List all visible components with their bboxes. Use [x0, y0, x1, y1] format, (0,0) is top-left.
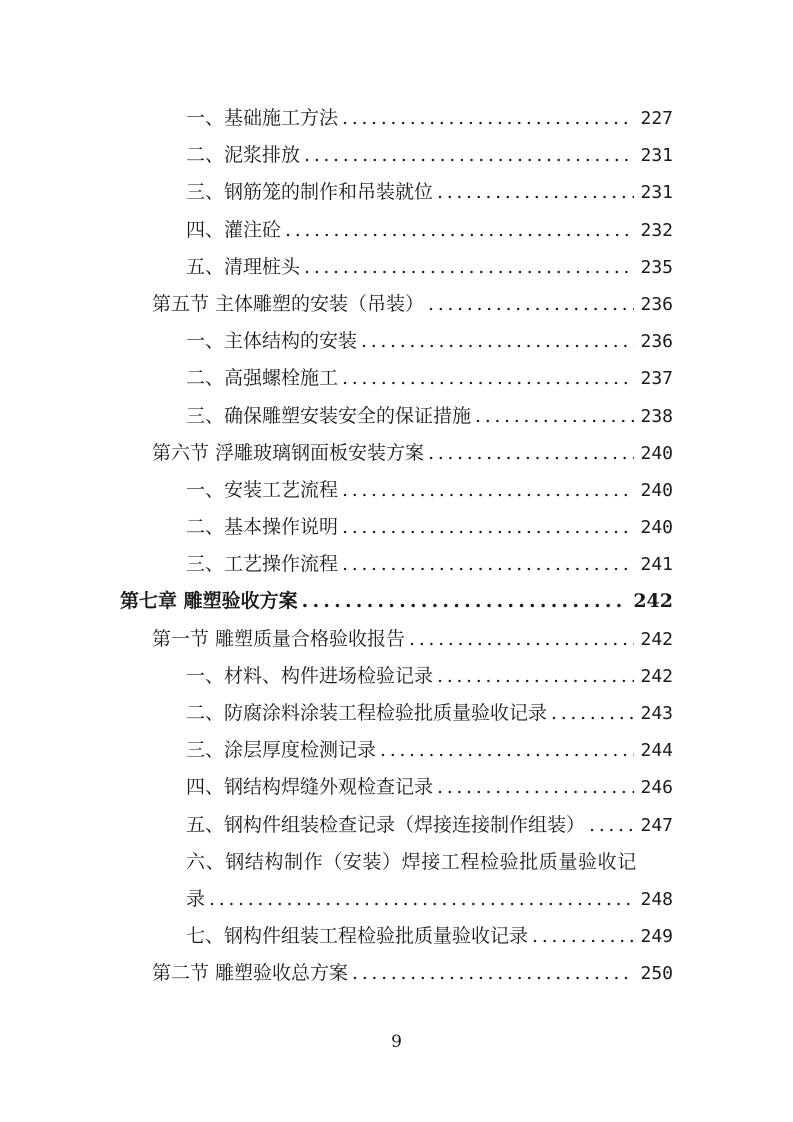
toc-entry[interactable]: [0, 769, 793, 806]
toc-entry-title: 二、基本操作说明: [186, 516, 339, 539]
toc-entry-page: 242: [633, 590, 673, 613]
toc-entry-page: 236: [640, 293, 673, 315]
dot-leader: [361, 323, 634, 360]
toc-entry-title: 一、基础施工方法: [186, 107, 339, 129]
toc-entry[interactable]: [0, 695, 793, 732]
toc-entry-page: 250: [640, 963, 673, 985]
toc-entry-title: 五、清理桩头: [186, 255, 301, 278]
dot-leader: [475, 398, 634, 435]
toc-entry-page: 237: [640, 368, 673, 390]
toc-entry-page: 240: [640, 517, 673, 539]
toc-entry[interactable]: [0, 732, 793, 769]
toc-entry-title: 一、主体结构的安装: [186, 330, 358, 353]
toc-entry-page: 240: [640, 479, 673, 501]
table-of-contents: [0, 100, 793, 993]
toc-entry-page: 248: [640, 888, 673, 910]
toc-entry-title: 三、工艺操作流程: [186, 553, 339, 576]
toc-entry[interactable]: [0, 509, 793, 546]
dot-leader: [342, 100, 634, 137]
dot-leader: [437, 658, 634, 695]
toc-section-entry[interactable]: [0, 621, 793, 658]
dot-leader: [342, 472, 634, 509]
toc-entry-title: 第七章 雕塑验收方案: [120, 590, 298, 613]
toc-entry-title: 三、涂层厚度检测记录: [186, 739, 377, 762]
toc-entry-page: 231: [640, 145, 673, 167]
toc-entry-page: 232: [640, 219, 673, 241]
dot-leader: [209, 881, 634, 918]
toc-entry-title: 三、确保雕塑安装安全的保证措施: [186, 404, 472, 427]
toc-chapter-entry[interactable]: [0, 583, 793, 620]
toc-entry[interactable]: [0, 360, 793, 397]
toc-entry-title: 六、钢结构制作（安装）焊接工程检验批质量验收记: [186, 850, 637, 873]
toc-entry[interactable]: [0, 398, 793, 435]
toc-entry-title: 二、防腐涂料涂装工程检验批质量验收记录: [186, 702, 548, 724]
dot-leader: [304, 137, 634, 174]
toc-entry[interactable]: [0, 174, 793, 211]
toc-entry-page: 236: [640, 331, 673, 353]
dot-leader: [589, 807, 634, 844]
dot-leader: [352, 955, 634, 992]
toc-section-entry[interactable]: [0, 955, 793, 992]
toc-entry[interactable]: [0, 212, 793, 249]
toc-entry-title: 五、钢构件组装检查记录（焊接连接制作组装）: [186, 813, 586, 836]
toc-entry-page: 238: [640, 405, 673, 427]
dot-leader: [437, 174, 634, 211]
toc-entry-page: 227: [640, 108, 673, 129]
toc-entry[interactable]: [0, 100, 793, 137]
toc-entry-title: 四、灌注砼: [186, 218, 282, 241]
toc-entry-page: 242: [640, 665, 673, 687]
toc-entry[interactable]: [0, 844, 793, 881]
toc-entry-page: 240: [640, 442, 673, 464]
dot-leader: [342, 546, 634, 583]
dot-leader: [409, 621, 634, 658]
toc-entry-page: 231: [640, 182, 673, 204]
toc-entry-page: 246: [640, 777, 673, 799]
dot-leader: [342, 509, 634, 546]
toc-entry[interactable]: [0, 137, 793, 174]
toc-entry-page: 244: [640, 740, 673, 762]
toc-entry-title: 第五节 主体雕塑的安装（吊装）: [152, 292, 425, 315]
toc-section-entry[interactable]: [0, 286, 793, 323]
toc-entry-title: 三、钢筋笼的制作和吊装就位: [186, 181, 434, 204]
toc-entry-title: 二、泥浆排放: [186, 144, 301, 167]
toc-entry[interactable]: [0, 546, 793, 583]
toc-entry-title: 第二节 雕塑验收总方案: [152, 962, 349, 985]
toc-entry-page: 241: [640, 554, 673, 576]
toc-entry[interactable]: [0, 249, 793, 286]
toc-section-entry[interactable]: [0, 435, 793, 472]
dot-leader: [302, 583, 628, 620]
toc-entry-title: 一、安装工艺流程: [186, 478, 339, 501]
toc-entry[interactable]: [0, 323, 793, 360]
toc-entry-title: 七、钢构件组装工程检验批质量验收记录: [186, 925, 529, 948]
toc-entry[interactable]: [0, 658, 793, 695]
toc-entry-title: 四、钢结构焊缝外观检查记录: [186, 776, 434, 799]
toc-entry-page: 243: [640, 703, 673, 724]
toc-entry-title: 二、高强螺栓施工: [186, 367, 339, 390]
toc-entry-title: 一、材料、构件进场检验记录: [186, 664, 434, 687]
toc-entry-page: 242: [640, 628, 673, 650]
toc-entry-page: 249: [640, 926, 673, 948]
toc-entry-title: 第一节 雕塑质量合格验收报告: [152, 627, 406, 650]
page-number: 9: [391, 1032, 402, 1052]
dot-leader: [551, 695, 634, 732]
toc-entry[interactable]: [0, 918, 793, 955]
dot-leader: [380, 732, 634, 769]
dot-leader: [532, 918, 634, 955]
dot-leader: [428, 286, 634, 323]
toc-entry-page: 235: [640, 256, 673, 278]
toc-entry-continuation[interactable]: [0, 881, 793, 918]
toc-entry[interactable]: [0, 472, 793, 509]
dot-leader: [428, 435, 634, 472]
dot-leader: [304, 249, 634, 286]
dot-leader: [437, 769, 634, 806]
dot-leader: [342, 360, 634, 397]
toc-entry-title: 录: [186, 887, 206, 910]
toc-entry-page: 247: [640, 814, 673, 836]
dot-leader: [285, 212, 634, 249]
toc-entry[interactable]: [0, 807, 793, 844]
toc-entry-title: 第六节 浮雕玻璃钢面板安装方案: [152, 441, 425, 464]
